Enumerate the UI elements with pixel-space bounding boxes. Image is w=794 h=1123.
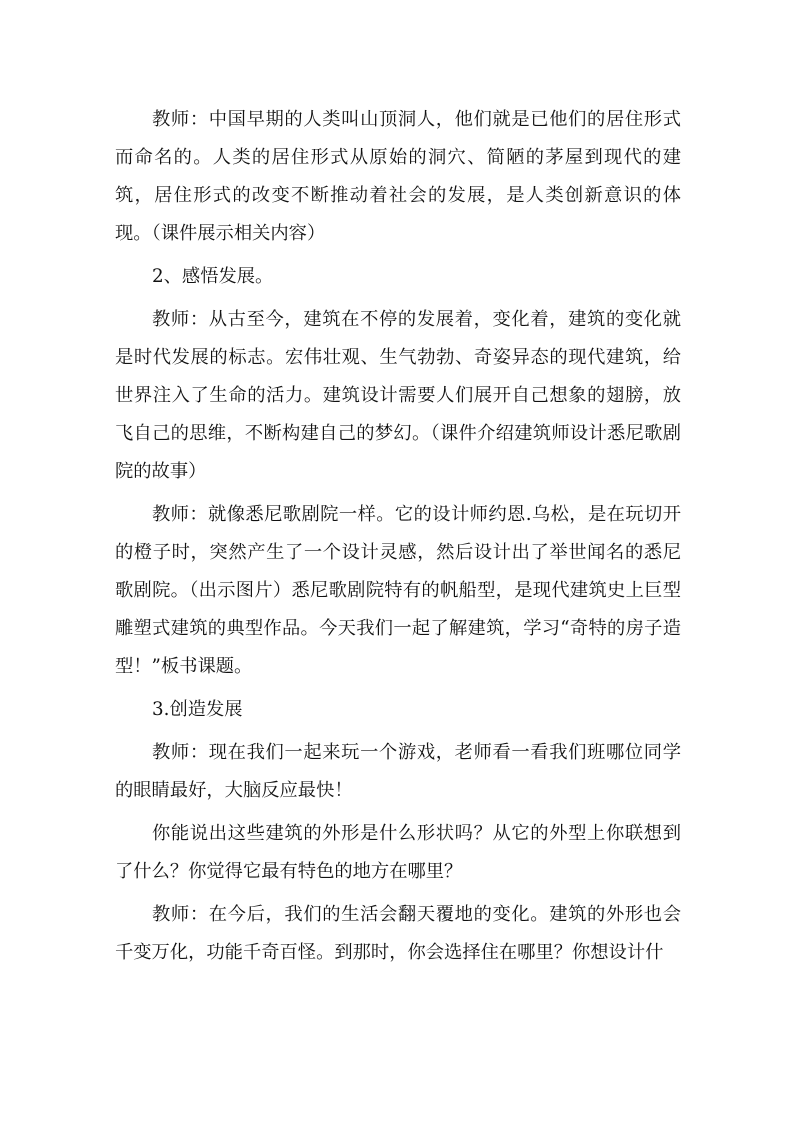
paragraph-questions: 你能说出这些建筑的外形是什么形状吗？从它的外型上你联想到了什么？你觉得它最有特色的地方在哪里？	[115, 823, 681, 882]
paragraph-teacher-intro: 教师：中国早期的人类叫山顶洞人，他们就是已他们的居住形式而命名的。人类的居住形式从原始的洞穴、简陋的茅屋到现代的建筑，居住形式的改变不断推动着社会的发展，是人类创新意识的体现。（课件展示相关内容）	[115, 109, 681, 244]
section-heading-perceive-development: 2、感悟发展。	[152, 266, 274, 287]
paragraph-teacher-game: 教师：现在我们一起来玩一个游戏，老师看一看我们班哪位同学的眼睛最好，大脑反应最快！	[115, 742, 681, 801]
paragraph-teacher-architecture-history: 教师：从古至今，建筑在不停的发展着，变化着，建筑的变化就是时代发展的标志。宏伟壮观、生气勃勃、奇姿异态的现代建筑，给世界注入了生命的活力。建筑设计需要人们展开自己想象的翅膀，放飞自己的思维，不断构建自己的梦幻。（课件介绍建筑师设计悉尼歌剧院的故事）	[115, 309, 681, 482]
section-heading-create-development: 3.创造发展	[152, 699, 243, 720]
document-page	[115, 101, 681, 972]
paragraph-teacher-future: 教师：在今后，我们的生活会翻天覆地的变化。建筑的外形也会千变万化，功能千奇百怪。到那时，你会选择住在哪里？你想设计什	[115, 904, 681, 963]
paragraph-teacher-sydney-opera-house: 教师：就像悉尼歌剧院一样。它的设计师约恩.乌松，是在玩切开的橙子时，突然产生了一个设计灵感，然后设计出了举世闻名的悉尼歌剧院。（出示图片）悉尼歌剧院特有的帆船型，是现代建筑史上巨型雕塑式建筑的典型作品。今天我们一起了解建筑，学习“奇特的房子造型！”板书课题。	[115, 504, 681, 677]
